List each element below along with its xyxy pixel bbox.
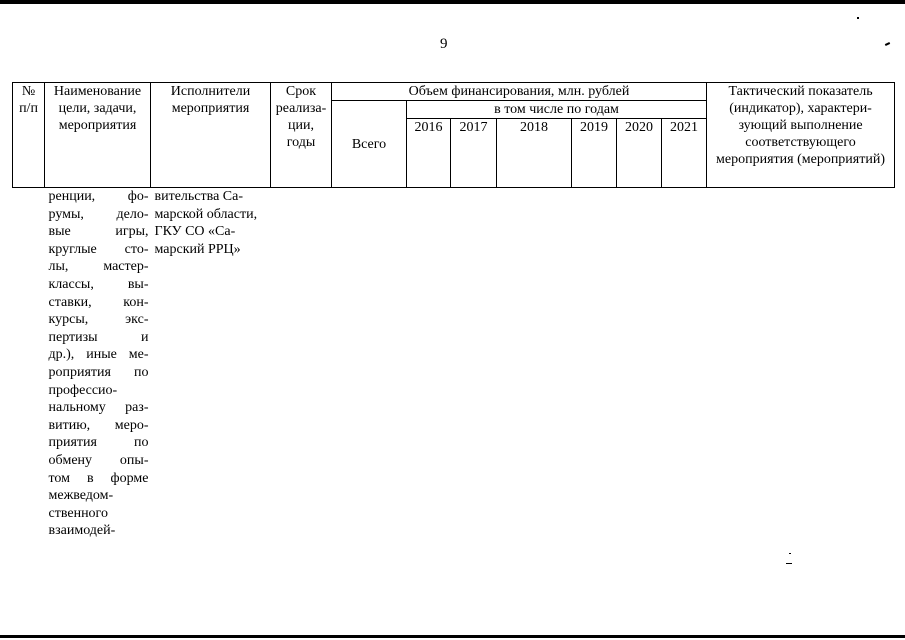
cell-year xyxy=(572,188,617,540)
name-line: вые игры, xyxy=(48,224,149,240)
header-year: 2018 xyxy=(497,119,572,188)
cell-year xyxy=(497,188,572,540)
name-line: том в форме xyxy=(48,470,149,486)
scan-speck xyxy=(789,553,791,554)
header-number: № п/п xyxy=(13,83,45,188)
scan-speck xyxy=(857,17,859,19)
cell-executors xyxy=(151,188,271,540)
name-line: приятия по xyxy=(48,435,149,451)
header-year: 2016 xyxy=(407,119,451,188)
scan-speck xyxy=(786,563,792,564)
executors-line: ГКУ СО «Са- xyxy=(154,224,236,240)
cell-year xyxy=(451,188,497,540)
name-line: роприятия по xyxy=(48,364,149,380)
name-line: профессио- xyxy=(48,382,118,398)
name-line: ренции, фо- xyxy=(48,189,149,204)
header-year: 2019 xyxy=(572,119,617,188)
executors-line: марской области, xyxy=(154,206,258,222)
header-total: Всего xyxy=(332,101,407,188)
header-name: Наименование цели, задачи, мероприятия xyxy=(45,83,151,188)
executors-line: вительства Са- xyxy=(154,189,243,204)
name-line: круглые сто- xyxy=(48,241,149,257)
header-year: 2020 xyxy=(617,119,662,188)
cell-name xyxy=(45,188,151,540)
executors-line: марский РРЦ» xyxy=(154,241,241,257)
cell-year xyxy=(617,188,662,540)
header-financing: Объем финансирования, млн. рублей xyxy=(332,83,707,101)
header-year: 2017 xyxy=(451,119,497,188)
cell-year xyxy=(407,188,451,540)
name-line: румы, дело- xyxy=(48,206,149,222)
cell-total xyxy=(332,188,407,540)
executors-text xyxy=(151,188,271,258)
name-line: ставки, кон- xyxy=(48,294,149,310)
name-line: пертизы и xyxy=(48,329,149,345)
cell-year xyxy=(662,188,707,540)
name-line: классы, вы- xyxy=(48,276,149,292)
header-executors: Исполнители мероприятия xyxy=(151,83,271,188)
name-line: курсы, экс- xyxy=(48,312,149,328)
page-number: 9 xyxy=(440,36,448,52)
cell-term xyxy=(271,188,332,540)
name-line: нальному раз- xyxy=(48,400,149,416)
name-line: ственного xyxy=(48,505,108,521)
name-line: обмену опы- xyxy=(48,452,149,468)
bottom-border-line xyxy=(0,635,905,638)
name-line: межведом- xyxy=(48,488,114,504)
header-by-years: в том числе по годам xyxy=(407,101,707,119)
cell-indicator xyxy=(707,188,895,540)
name-line: взаимодей- xyxy=(48,523,116,539)
top-border-line xyxy=(0,0,905,4)
financing-plan-table xyxy=(12,82,895,540)
header-year: 2021 xyxy=(662,119,707,188)
name-line: лы, мастер- xyxy=(48,259,149,275)
name-text xyxy=(45,188,151,540)
scan-speck xyxy=(885,42,890,46)
name-line: витию, меро- xyxy=(48,417,149,433)
header-indicator: Тактический показатель (индикатор), характери-зующий выполнение соответствующего мероприятия (мероприятий) xyxy=(707,83,895,188)
cell-number xyxy=(13,188,45,540)
name-line: др.), иные ме- xyxy=(48,347,149,363)
header-term: Срок реализа-ции, годы xyxy=(271,83,332,188)
